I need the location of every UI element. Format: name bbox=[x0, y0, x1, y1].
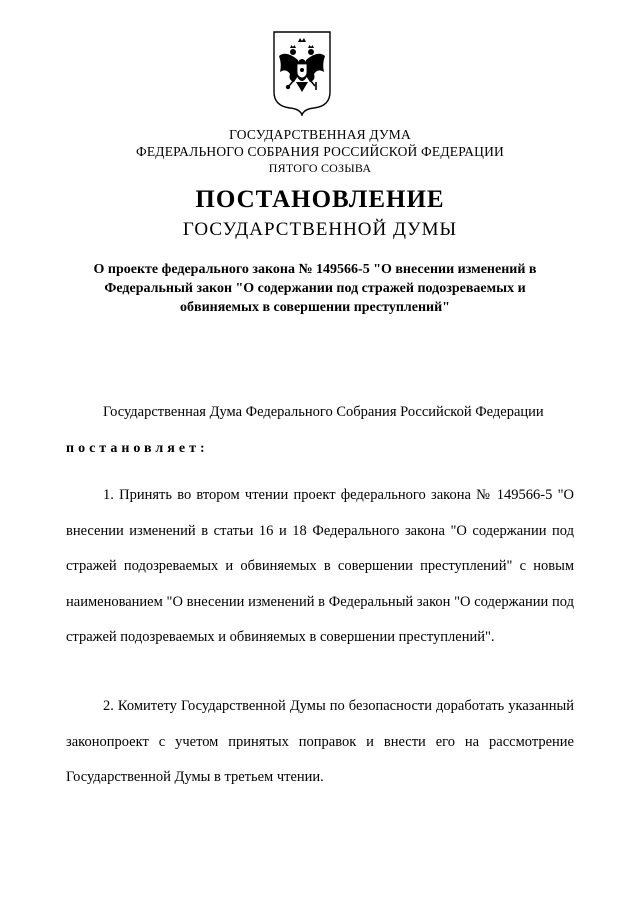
preamble: Государственная Дума Федерального Собрания Российской Федерации bbox=[103, 404, 544, 420]
paragraph-2: 2. Комитету Государственной Думы по безопасности доработать указанный законопроект с учетом принятых поправок и внести его на рассмотрение Государственной Думы в третьем чтении. bbox=[66, 698, 574, 786]
russian-coat-of-arms-icon bbox=[272, 30, 332, 116]
header-line-1: ГОСУДАРСТВЕННАЯ ДУМА bbox=[229, 127, 411, 142]
header-line-2: ФЕДЕРАЛЬНОГО СОБРАНИЯ РОССИЙСКОЙ ФЕДЕРАЦИИ bbox=[136, 144, 504, 159]
header-line-3: ПЯТОГО СОЗЫВА bbox=[268, 161, 372, 175]
document-title: ПОСТАНОВЛЕНИЕ bbox=[195, 186, 445, 213]
document-subtitle: ГОСУДАРСТВЕННОЙ ДУМЫ bbox=[182, 219, 458, 240]
document-subject: О проекте федерального закона № 149566-5 "О внесении изменений в Федеральный закон "О содержании под стражей подозреваемых и обвиняемых в совершении преступлений" bbox=[93, 262, 537, 315]
paragraph-1: 1. Принять во втором чтении проект федерального закона № 149566-5 "О внесении изменений в статьи 16 и 18 Федерального закона "О содержании под стражей подозреваемых и обвиняемых в совершении преступлений" с новым наименованием "О внесении изменений в Федеральный закон "О содержании под стражей подозреваемых и обвиняемых в совершении преступлений". bbox=[66, 487, 574, 646]
resolves-word: постановляет: bbox=[66, 441, 209, 456]
